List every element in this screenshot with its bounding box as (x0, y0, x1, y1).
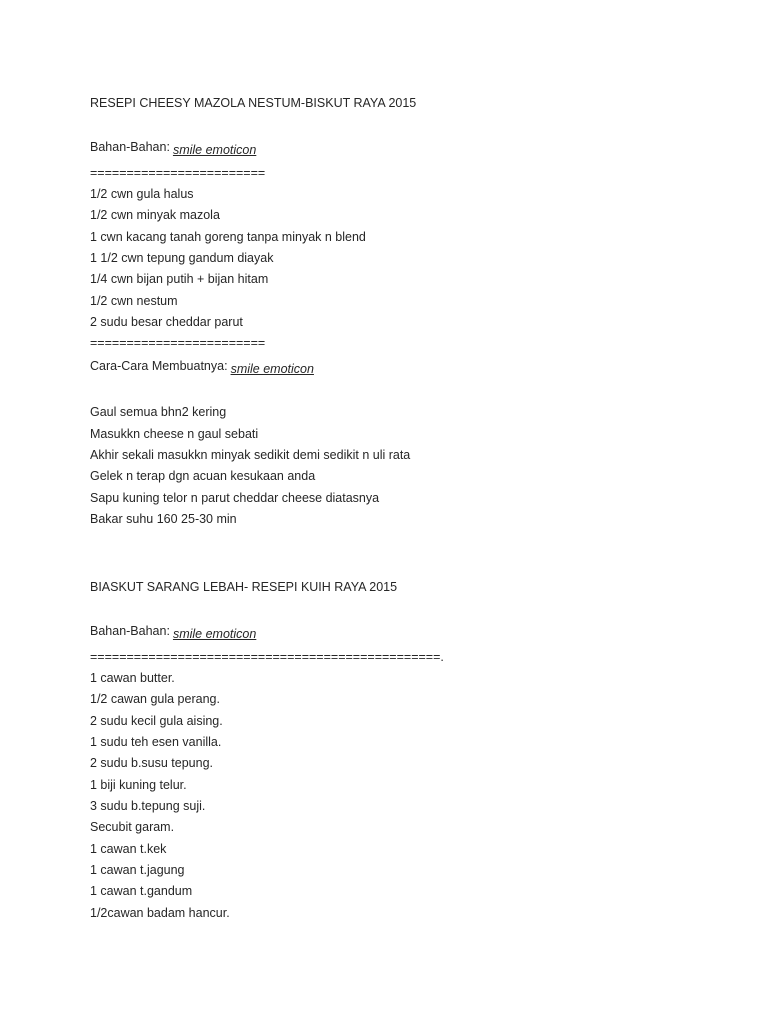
recipe1-step: Masukkn cheese n gaul sebati (90, 427, 259, 441)
recipe1-title: RESEPI CHEESY MAZOLA NESTUM-BISKUT RAYA 2015 (90, 96, 417, 110)
recipe1-divider-2: ======================== (90, 336, 266, 350)
recipe2-ingredient: 1 biji kuning telur. (90, 778, 187, 792)
recipe1-step: Gaul semua bhn2 kering (90, 405, 227, 419)
recipe1-ingredient: 1/2 cwn minyak mazola (90, 208, 220, 222)
recipe1-step: Akhir sekali masukkn minyak sedikit demi sedikit n uli rata (90, 448, 411, 462)
recipe1-ingredients-emoticon-link[interactable]: smile emoticon (172, 143, 257, 157)
recipe2-ingredients-label: Bahan-Bahan: (90, 624, 170, 638)
recipe1-ingredient: 1/4 cwn bijan putih + bijan hitam (90, 272, 269, 286)
recipe2-title: BIASKUT SARANG LEBAH- RESEPI KUIH RAYA 2015 (90, 580, 398, 594)
recipe1-method-heading (90, 358, 314, 374)
recipe2-ingredient: 1/2 cawan gula perang. (90, 692, 220, 706)
recipe1-ingredient: 1 cwn kacang tanah goreng tanpa minyak n blend (90, 230, 366, 244)
recipe2-ingredient: 2 sudu kecil gula aising. (90, 714, 223, 728)
recipe2-ingredients-emoticon-link[interactable]: smile emoticon (172, 627, 257, 641)
recipe2-ingredient: 1/2cawan badam hancur. (90, 906, 230, 920)
recipe2-ingredient: 1 cawan t.jagung (90, 863, 185, 877)
recipe1-ingredients-label: Bahan-Bahan: (90, 140, 170, 154)
recipe2-ingredient: 1 cawan butter. (90, 671, 175, 685)
recipe2-ingredients-heading (90, 623, 256, 639)
recipe2-ingredient: 1 cawan t.gandum (90, 884, 193, 898)
recipe1-method-label: Cara-Cara Membuatnya: (90, 359, 228, 373)
recipe2-divider: ================================================. (90, 650, 444, 664)
recipe1-ingredient: 1/2 cwn nestum (90, 294, 178, 308)
recipe2-ingredient: Secubit garam. (90, 820, 175, 834)
recipe1-ingredient: 1 1/2 cwn tepung gandum diayak (90, 251, 274, 265)
recipe1-ingredient: 1/2 cwn gula halus (90, 187, 194, 201)
recipe1-divider-1: ======================== (90, 166, 266, 180)
recipe1-method-emoticon-link[interactable]: smile emoticon (230, 362, 314, 376)
recipe2-ingredient: 1 cawan t.kek (90, 842, 167, 856)
recipe1-step: Gelek n terap dgn acuan kesukaan anda (90, 469, 316, 483)
recipe1-step: Bakar suhu 160 25-30 min (90, 512, 237, 526)
recipe2-ingredient: 2 sudu b.susu tepung. (90, 756, 214, 770)
recipe1-ingredients-heading (90, 139, 256, 155)
recipe2-ingredient: 3 sudu b.tepung suji. (90, 799, 206, 813)
recipe2-ingredient: 1 sudu teh esen vanilla. (90, 735, 222, 749)
recipe1-ingredient: 2 sudu besar cheddar parut (90, 315, 243, 329)
recipe1-step: Sapu kuning telor n parut cheddar cheese diatasnya (90, 491, 380, 505)
